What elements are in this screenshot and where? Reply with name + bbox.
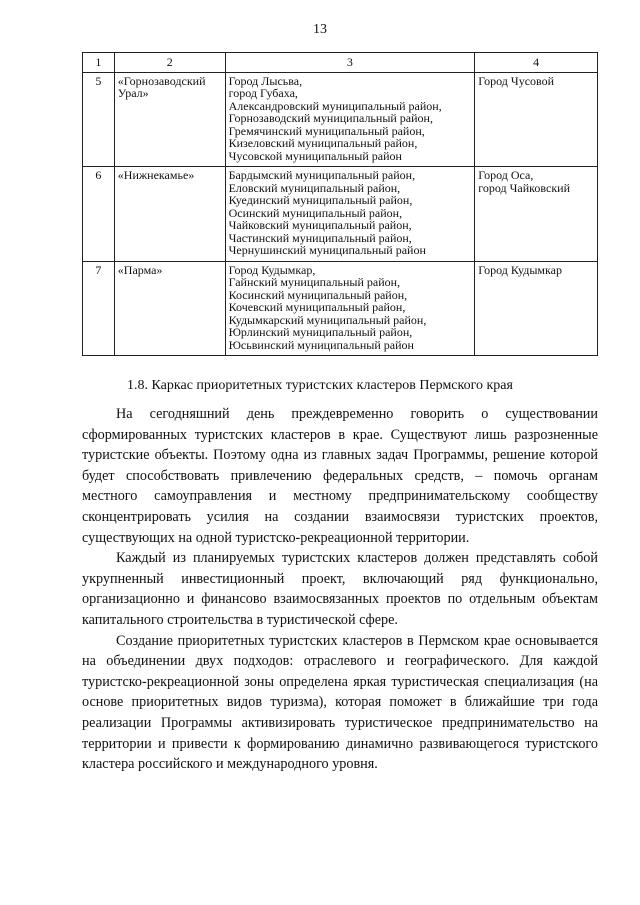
territories-cell — [225, 167, 475, 262]
territories-cell — [225, 72, 475, 167]
territory-line: Гремячинский муниципальный район, — [228, 123, 425, 138]
center-cell — [475, 72, 598, 167]
paragraph: На сегодняшний день преждевременно говорить о существовании сформированных туристских кластеров в крае. Существуют лишь разрозненные туристские объекты. Поэтому одна из главных задач Программы, решение которой будет способствовать привлечению федеральных средств, – помочь органам местного самоуправления и местному предпринимательскому сообществу сконцентрировать усилия на создании взаимосвязи туристских проектов, существующих на одной туристско-рекреационной территории. — [82, 406, 598, 546]
territory-line: Юсьвинский муниципальный район — [228, 337, 414, 352]
cluster-name-line: «Парма» — [117, 262, 163, 277]
row-number: 7 — [83, 261, 115, 356]
table-header-cell: 2 — [114, 53, 225, 73]
center-line: Город Кудымкар — [478, 262, 562, 277]
territory-line: Город Кудымкар, — [228, 262, 316, 277]
paragraph: Создание приоритетных туристских кластеров в Пермском крае основывается на объединении двух подходов: отраслевого и географического. Для каждой туристско-рекреационной зоны определена яркая туристическая специализация (на основе приоритетных видов туризма), которая поможет в ближайшие три года реализации Программы активизировать туристическое предпринимательство на территории и привести к формированию динамично развивающегося туристского кластера российского и международного уровня. — [82, 632, 598, 773]
paragraph: Каждый из планируемых туристских кластеров должен представлять собой укрупненный инвестиционный проект, включающий ряд функционально, организационно и финансово взаимосвязанных проектов по отдельным объектам капитального строительства в туристической сфере. — [82, 550, 598, 628]
center-line: город Чайковский — [478, 180, 570, 195]
center-cell — [475, 261, 598, 356]
table-header-row — [83, 53, 598, 73]
section-heading: 1.8. Каркас приоритетных туристских кластеров Пермского края — [127, 378, 513, 393]
territory-line: Чусовской муниципальный район — [228, 148, 402, 163]
territory-line: Александровский муниципальный район, — [228, 98, 442, 113]
cluster-name-cell — [114, 72, 225, 167]
table-row — [83, 72, 598, 167]
body-text — [82, 404, 598, 775]
territory-line: Гайнский муниципальный район, — [228, 275, 401, 289]
table-header-cell: 1 — [83, 53, 115, 73]
territory-line: Косинский муниципальный район, — [228, 287, 408, 302]
table-row — [83, 261, 598, 356]
table-header-cell: 4 — [475, 53, 598, 73]
territory-line: Осинский муниципальный район, — [228, 205, 403, 220]
territory-line: Куединский муниципальный район, — [228, 193, 413, 207]
row-number: 6 — [83, 167, 115, 262]
territory-line: Бардымский муниципальный район, — [228, 168, 416, 182]
table-header-cell: 3 — [225, 53, 475, 73]
center-line: Город Чусовой — [478, 73, 555, 88]
center-line: Город Оса, — [478, 168, 534, 182]
clusters-table — [82, 52, 598, 356]
territory-line: Чернушинский муниципальный район — [228, 243, 426, 257]
page-number: 13 — [313, 22, 327, 37]
territory-line: Юрлинский муниципальный район, — [228, 325, 413, 339]
territory-line: Горнозаводский муниципальный район, — [228, 111, 433, 125]
territory-line: Кочевский муниципальный район, — [228, 300, 406, 314]
territory-line: Частинский муниципальный район, — [228, 230, 412, 245]
row-number: 5 — [83, 72, 115, 167]
cluster-name-line: «Горнозаводский — [117, 73, 206, 88]
territory-line: Чайковский муниципальный район, — [228, 218, 412, 232]
territory-line: Кизеловский муниципальный район, — [228, 136, 418, 150]
territory-line: Еловский муниципальный район, — [228, 180, 401, 195]
cluster-name-cell — [114, 261, 225, 356]
territories-cell — [225, 261, 475, 356]
center-cell — [475, 167, 598, 262]
territory-line: город Губаха, — [228, 86, 298, 100]
table-row — [83, 167, 598, 262]
territory-line: Кудымкарский муниципальный район, — [228, 312, 427, 327]
territory-line: Город Лысьва, — [228, 73, 303, 88]
cluster-name-line: Урал» — [117, 86, 149, 100]
cluster-name-cell — [114, 167, 225, 262]
cluster-name-line: «Нижнекамье» — [117, 168, 195, 182]
